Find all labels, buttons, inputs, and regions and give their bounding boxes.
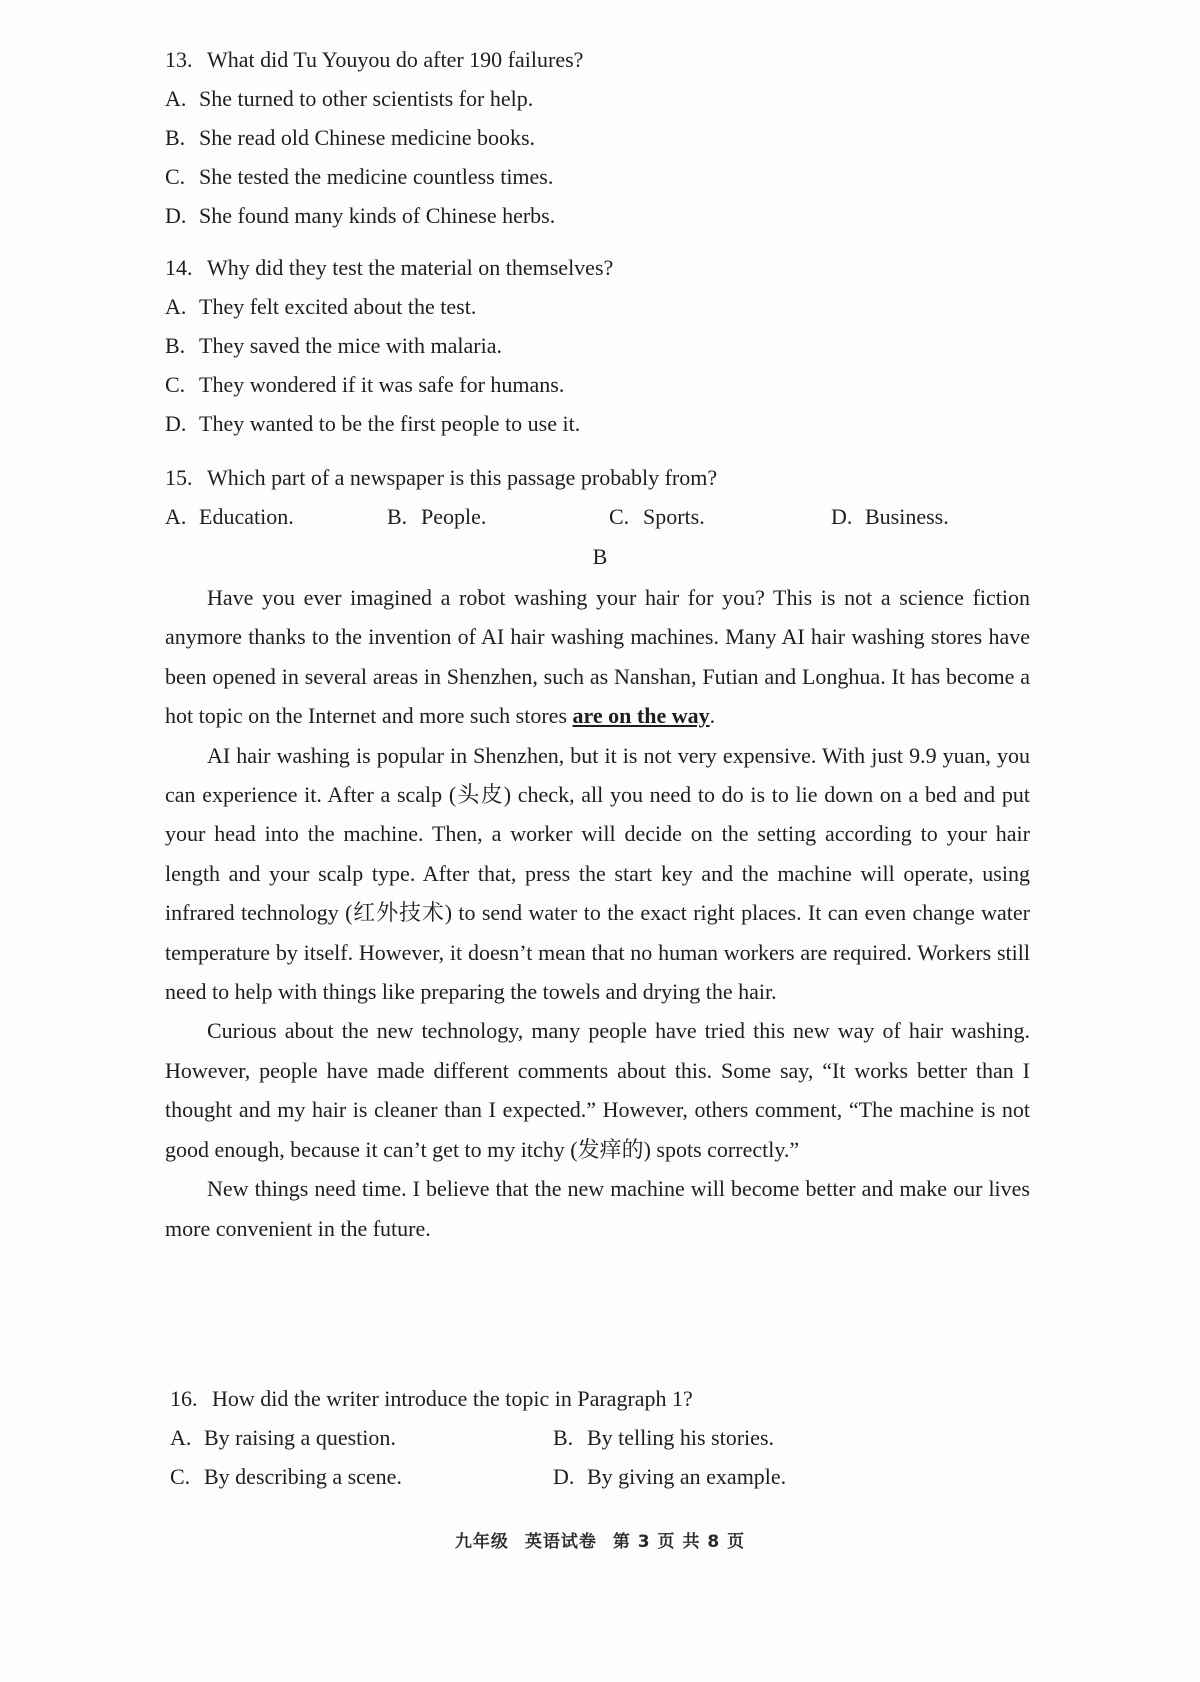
- option-b: [553, 1418, 774, 1457]
- option-letter: A.: [165, 504, 187, 529]
- option-a: [165, 497, 387, 536]
- option-text: By telling his stories.: [587, 1425, 774, 1450]
- option-text: By raising a question.: [204, 1425, 396, 1450]
- option-letter: C.: [165, 372, 186, 397]
- option-text: They felt excited about the test.: [199, 294, 477, 319]
- section-title: B: [592, 544, 608, 569]
- option-text: By describing a scene.: [204, 1464, 402, 1489]
- page-footer: [0, 1527, 1200, 1552]
- underlined-phrase: are on the way: [572, 703, 710, 729]
- option-a: [165, 79, 1045, 118]
- option-letter: D.: [553, 1464, 575, 1489]
- question-14-stem: [165, 248, 1045, 287]
- question-number: 14.: [165, 255, 193, 280]
- option-d: [553, 1457, 786, 1496]
- paragraph-1: [165, 578, 1030, 736]
- option-letter: B.: [165, 125, 186, 150]
- footer-page-number: 第 3 页 共 8 页: [612, 1532, 746, 1552]
- option-text: She read old Chinese medicine books.: [199, 125, 536, 150]
- paragraph-2: AI hair washing is popular in Shenzhen, but it is not very expensive. With just 9.9 yuan, you can experience it. After a scalp (头皮) check, all you need to do is to lie down on a bed and put your head into the machine. Then, a worker will decide on the setting according to your hair length and your scalp type. After that, press the start key and the machine will operate, using infrared technology (红外技术) to send water to the exact right places. It can even change water temperature by itself. However, it doesn’t mean that no human workers are required. Workers still need to help with things like preparing the towels and drying the hair.: [165, 742, 1030, 1005]
- question-text: How did the writer introduce the topic in Paragraph 1?: [212, 1386, 693, 1411]
- option-text: She found many kinds of Chinese herbs.: [199, 203, 556, 228]
- option-b: [387, 497, 609, 536]
- option-c: [609, 497, 831, 536]
- option-b: [165, 118, 1045, 157]
- paragraph-3: Curious about the new technology, many people have tried this new way of hair washing. However, people have made different comments about this. Some say, “It works better than I thought and my hair is cleaner than I expected.” However, others comment, “The machine is not good enough, because it can’t get to my itchy (发痒的) spots correctly.”: [165, 1018, 1030, 1162]
- option-letter: D.: [165, 411, 187, 436]
- question-number: 13.: [165, 47, 193, 72]
- option-c: [170, 1457, 553, 1496]
- question-number: 15.: [165, 465, 193, 490]
- option-letter: B.: [165, 333, 186, 358]
- option-letter: C.: [170, 1464, 191, 1489]
- option-letter: A.: [170, 1425, 192, 1450]
- question-number: 16.: [170, 1386, 198, 1411]
- question-13: [165, 40, 1045, 235]
- option-a: [170, 1418, 553, 1457]
- option-text: They wanted to be the first people to use it.: [199, 411, 581, 436]
- option-text: Business.: [865, 504, 949, 529]
- question-text: What did Tu Youyou do after 190 failures?: [207, 47, 584, 72]
- option-d: [831, 497, 949, 536]
- option-text: Education.: [199, 504, 294, 529]
- option-text: She tested the medicine countless times.: [199, 164, 554, 189]
- question-13-stem: [165, 40, 1045, 79]
- option-text: People.: [421, 504, 487, 529]
- option-letter: B.: [553, 1425, 574, 1450]
- paragraph-text: .: [709, 703, 716, 729]
- options-row-1: [170, 1418, 1050, 1457]
- question-text: Why did they test the material on themselves?: [207, 255, 614, 280]
- option-text: They wondered if it was safe for humans.: [199, 372, 565, 397]
- option-d: [165, 196, 1045, 235]
- option-letter: C.: [165, 164, 186, 189]
- option-letter: B.: [387, 504, 408, 529]
- option-letter: D.: [831, 504, 853, 529]
- reading-passage: [165, 578, 1030, 1248]
- option-letter: A.: [165, 294, 187, 319]
- option-c: [165, 365, 1045, 404]
- option-letter: A.: [165, 86, 187, 111]
- paragraph-text: Have you ever imagined a robot washing your hair for you? This is not a science fiction anymore thanks to the invention of AI hair washing machines. Many AI hair washing stores have been opened in several areas in Shenzhen, such as Nanshan, Futian and Longhua. It has become a hot topic on the Internet and more such stores: [165, 585, 1030, 729]
- option-letter: C.: [609, 504, 630, 529]
- question-text: Which part of a newspaper is this passage probably from?: [207, 465, 718, 490]
- option-a: [165, 287, 1045, 326]
- option-b: [165, 326, 1045, 365]
- footer-grade: 九年级: [454, 1532, 509, 1552]
- question-16-stem: [170, 1379, 1050, 1418]
- option-c: [165, 157, 1045, 196]
- option-text: By giving an example.: [587, 1464, 787, 1489]
- option-text: Sports.: [643, 504, 705, 529]
- option-d: [165, 404, 1045, 443]
- options-row: [165, 497, 1045, 536]
- option-text: They saved the mice with malaria.: [199, 333, 502, 358]
- question-16: [170, 1379, 1050, 1496]
- question-14: [165, 248, 1045, 443]
- option-letter: D.: [165, 203, 187, 228]
- option-text: She turned to other scientists for help.: [199, 86, 534, 111]
- paragraph-4: New things need time. I believe that the new machine will become better and make our lives more convenient in the future.: [165, 1176, 1030, 1241]
- question-15-stem: [165, 458, 1045, 497]
- footer-subject: 英语试卷: [524, 1532, 597, 1552]
- question-15: [165, 458, 1045, 536]
- options-row-2: [170, 1457, 1050, 1496]
